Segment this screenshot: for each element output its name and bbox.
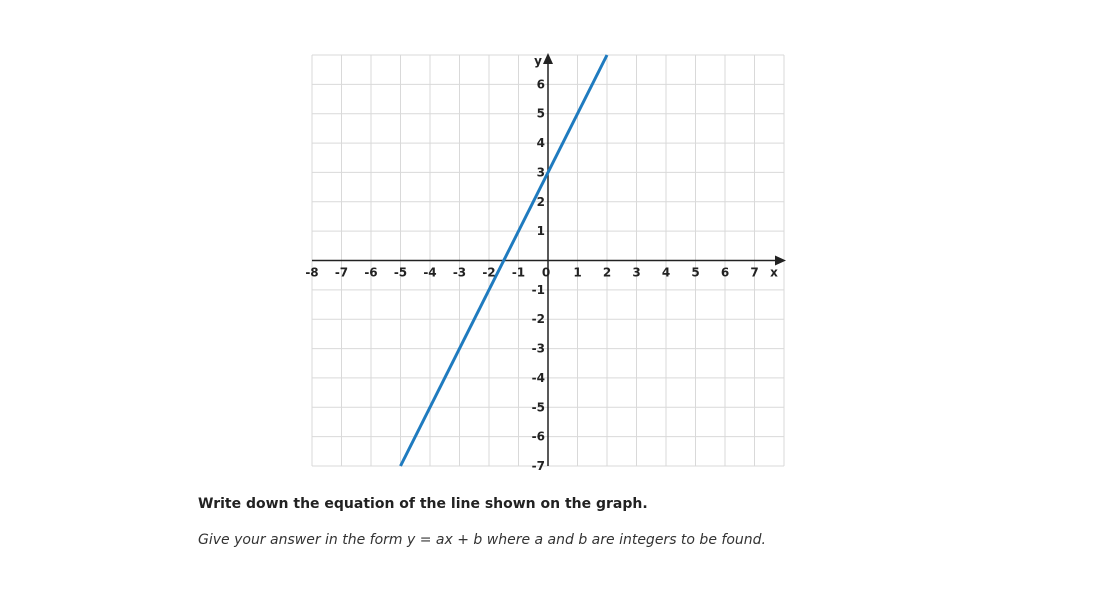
x-tick-label: -6 xyxy=(364,265,378,280)
y-tick-label: 6 xyxy=(536,77,545,92)
x-tick-label: -2 xyxy=(482,265,496,280)
x-tick-label: 1 xyxy=(573,265,582,280)
y-tick-label: -7 xyxy=(531,459,545,473)
x-tick-label: -5 xyxy=(393,265,408,280)
x-tick-label: -8 xyxy=(305,265,319,280)
y-tick-label: 1 xyxy=(536,224,545,239)
y-tick-label: -3 xyxy=(531,341,545,356)
y-tick-label: -4 xyxy=(531,370,545,385)
tick-labels xyxy=(305,54,778,473)
x-tick-label: 0 xyxy=(541,265,551,280)
x-tick-label: -7 xyxy=(334,265,349,280)
x-tick-label: -1 xyxy=(511,265,526,280)
x-tick-label: 7 xyxy=(750,265,759,280)
x-tick-label: 5 xyxy=(691,265,700,280)
x-tick-label: 4 xyxy=(661,265,671,280)
x-tick-label: 6 xyxy=(720,265,730,280)
y-tick-label: 5 xyxy=(536,106,545,121)
axes xyxy=(312,53,786,466)
answer-instruction: Give your answer in the form y = ax + b where a and b are integers to be found. xyxy=(198,532,766,548)
x-tick-label: 2 xyxy=(602,265,612,280)
x-tick-label: 3 xyxy=(632,265,641,280)
x-tick-label: -4 xyxy=(423,265,437,280)
y-tick-label: -6 xyxy=(531,429,545,444)
y-tick-label: -1 xyxy=(531,282,545,297)
y-axis-label: y xyxy=(534,54,542,68)
x-tick-label: -3 xyxy=(452,265,467,280)
y-tick-label: -2 xyxy=(531,312,545,327)
x-axis-label: x xyxy=(770,265,778,280)
y-tick-label: 3 xyxy=(536,165,545,180)
y-tick-label: -5 xyxy=(531,400,545,415)
question-prompt: Write down the equation of the line shown on the graph. xyxy=(198,496,648,512)
y-tick-label: 4 xyxy=(536,136,545,151)
y-tick-label: 2 xyxy=(536,194,545,209)
